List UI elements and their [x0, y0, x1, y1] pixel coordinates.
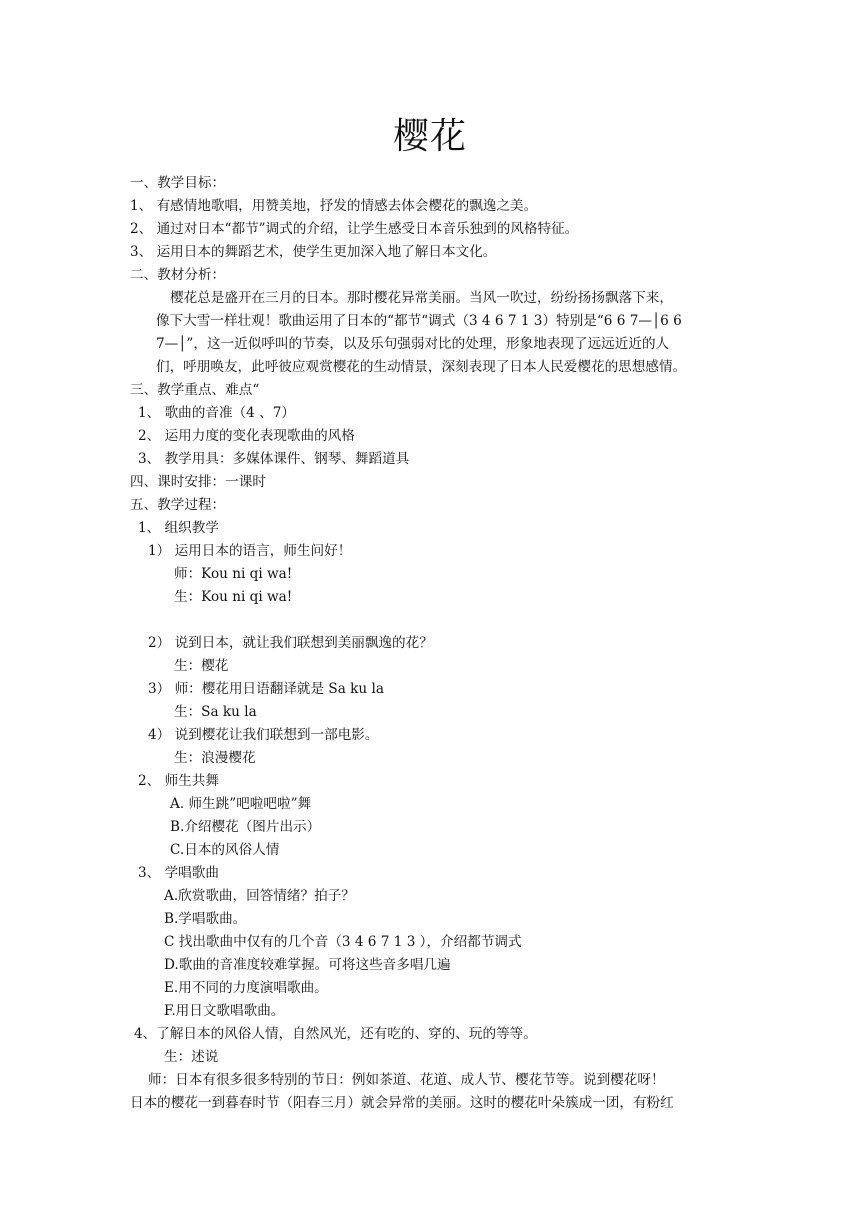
list-item: 1、 歌曲的音准（4 、7）	[138, 405, 295, 421]
dialogue-line: 师：Kou ni qi wa!	[174, 566, 293, 582]
paragraph-line: 师：日本有很多很多特别的节日：例如茶道、花道、成人节、樱花节等。说到樱花呀！	[148, 1072, 665, 1088]
section-heading-analysis: 二、教材分析：	[130, 267, 226, 283]
paragraph-line: 日本的樱花一到暮春时节（阳春三月）就会异常的美丽。这时的樱花叶朵簇成一团，有粉红	[130, 1095, 674, 1111]
sub-item: C.日本的风俗人情	[170, 842, 280, 858]
list-item: 3） 师：樱花用日语翻译就是 Sa ku la	[148, 681, 384, 697]
list-item: 3、 运用日本的舞蹈艺术，使学生更加深入地了解日本文化。	[130, 244, 497, 260]
sub-item: B.介绍樱花（图片出示）	[170, 819, 321, 835]
sub-item: A. 师生跳”吧啦吧啦”舞	[170, 796, 312, 812]
paragraph-line: 像下大雪一样壮观！歌曲运用了日本的“都节“调式（3 4 6 7 1 3）特别是“6 6 7—│6 6	[156, 313, 682, 329]
paragraph-line: 樱花总是盛开在三月的日本。那时樱花异常美丽。当风一吹过，纷纷扬扬飘落下来，	[170, 290, 673, 306]
list-item: 2、 运用力度的变化表现歌曲的风格	[138, 428, 355, 444]
list-item: 1、 组织教学	[138, 520, 219, 536]
list-item: 4） 说到樱花让我们联想到一部电影。	[148, 727, 379, 743]
sub-item: A.欣赏歌曲，回答情绪？拍子？	[164, 888, 355, 904]
section-heading-process: 五、教学过程：	[130, 497, 226, 513]
dialogue-line: 生：Kou ni qi wa!	[174, 589, 293, 605]
dialogue-line: 生：樱花	[174, 658, 229, 674]
section-heading-schedule: 四、课时安排：一课时	[130, 474, 266, 490]
sub-item: D.歌曲的音准度较难掌握。可将这些音多唱几遍	[164, 957, 451, 973]
list-item: 2、 师生共舞	[138, 773, 219, 789]
list-item: 1、 有感情地歌唱，用赞美地，抒发的情感去体会樱花的飘逸之美。	[130, 198, 538, 214]
list-item: 3、 教学用具：多媒体课件、钢琴、舞蹈道具	[138, 451, 410, 467]
paragraph-line: 7—│”，这一近似呼叫的节奏，以及乐句强弱对比的处理，形象地表现了远远近近的人	[156, 336, 670, 352]
dialogue-line: 生：Sa ku la	[174, 704, 257, 720]
list-item: 2、 通过对日本“都节”调式的介绍，让学生感受日本音乐独到的风格特征。	[130, 221, 579, 237]
dialogue-line: 生：述说	[164, 1049, 219, 1065]
sub-item: C 找出歌曲中仅有的几个音（3 4 6 7 1 3 ），介绍都节调式	[164, 934, 522, 950]
section-heading-key-points: 三、教学重点、难点“	[130, 382, 260, 398]
paragraph-line: 们，呼朋唤友，此呼彼应观赏樱花的生动情景，深刻表现了日本人民爱樱花的思想感情。	[156, 359, 687, 375]
sub-item: F.用日文歌唱歌曲。	[164, 1003, 285, 1019]
list-item: 2） 说到日本，就让我们联想到美丽飘逸的花？	[148, 635, 433, 651]
sub-item: E.用不同的力度演唱歌曲。	[164, 980, 328, 996]
list-item: 1） 运用日本的语言，师生问好！	[148, 543, 352, 559]
list-item: 3、 学唱歌曲	[138, 865, 219, 881]
sub-item: B.学唱歌曲。	[164, 911, 247, 927]
page-title: 樱花	[392, 116, 467, 157]
section-heading-objectives: 一、教学目标：	[130, 175, 226, 191]
list-item: 4、了解日本的风俗人情，自然风光，还有吃的、穿的、玩的等等。	[134, 1026, 537, 1042]
dialogue-line: 生：浪漫樱花	[174, 750, 256, 766]
